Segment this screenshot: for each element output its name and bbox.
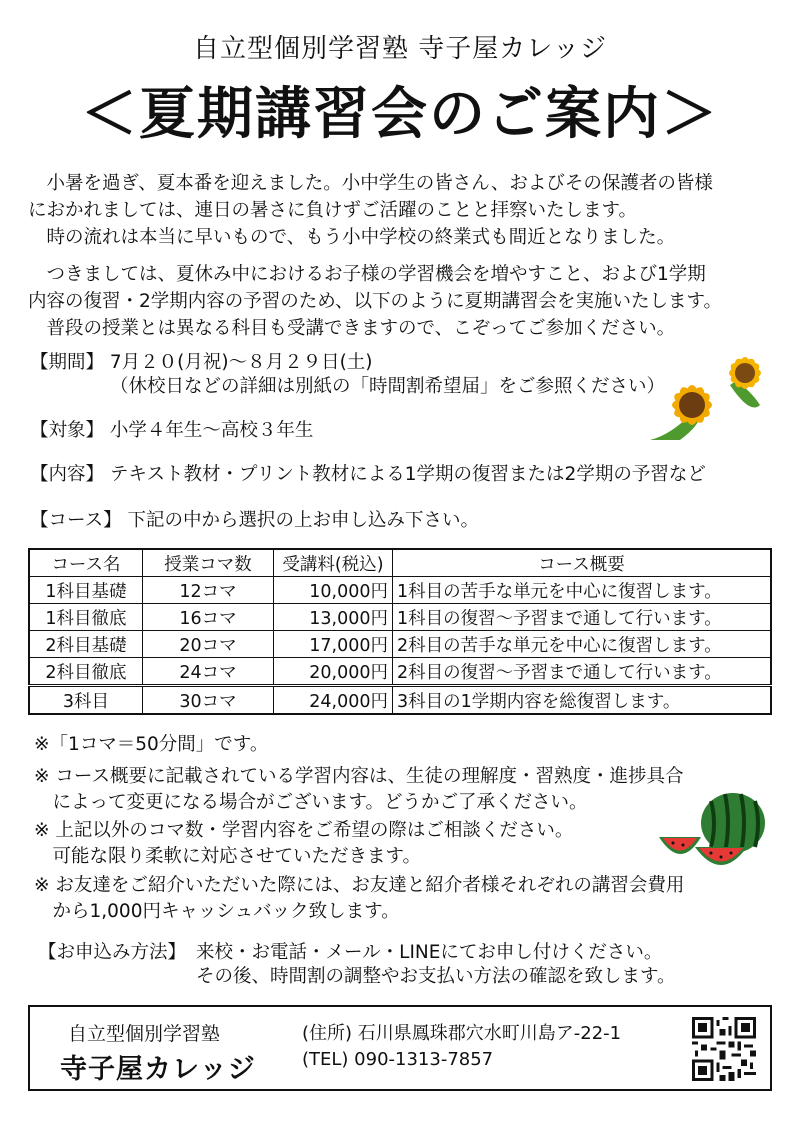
watermelon-icon	[655, 785, 770, 875]
apply-line-2: その後、時間割の調整やお支払い方法の確認を致します。	[196, 966, 676, 987]
intro-paragraph-1	[28, 170, 778, 251]
course-summary: 3科目の1学期内容を総復習します。	[393, 686, 772, 715]
note-line: ※「1コマ＝50分間」です。	[34, 734, 269, 755]
table-row	[29, 686, 771, 715]
course-fee: 24,000円	[274, 686, 393, 715]
course-fee: 17,000円	[274, 631, 393, 658]
page-title: ＜夏期講習会のご案内＞	[81, 82, 719, 147]
course-summary: 1科目の苦手な単元を中心に復習します。	[393, 577, 772, 604]
course-table	[28, 548, 772, 715]
footer-tel: (TEL) 090-1313-7857	[302, 1049, 494, 1070]
apply-line-1: 来校・お電話・メール・LINEにてお申し付けください。	[196, 942, 663, 963]
note-line: ※ 上記以外のコマ数・学習内容をご希望の際はご相談ください。	[34, 820, 574, 841]
table-row	[29, 604, 771, 631]
note-3	[34, 818, 734, 870]
footer-address: (住所) 石川県鳳珠郡穴水町川島ア-22-1	[302, 1023, 622, 1044]
content-text: 【内容】 テキスト教材・プリント教材による1学期の復習または2学期の予習など	[30, 464, 706, 485]
course-name: 2科目徹底	[29, 658, 143, 686]
footer-school-type: 自立型個別学習塾	[68, 1023, 221, 1045]
table-row	[29, 658, 771, 686]
note-line: ※ お友達をご紹介いただいた際には、お友達と紹介者様それぞれの講習会費用	[34, 875, 685, 896]
intro-line: 時の流れは本当に早いもので、もう小中学校の終業式も間近となりました。	[28, 227, 676, 248]
column-header: 授業コマ数	[143, 549, 274, 577]
contact-footer	[28, 1005, 772, 1091]
lesson-count: 16コマ	[143, 604, 274, 631]
column-header: コース概要	[393, 549, 772, 577]
intro-line: 内容の復習・2学期内容の予習のため、以下のように夏期講習会を実施いたします。	[28, 291, 723, 312]
course-fee: 20,000円	[274, 658, 393, 686]
table-header-row	[29, 549, 771, 577]
lesson-count: 30コマ	[143, 686, 274, 715]
lesson-count: 20コマ	[143, 631, 274, 658]
note-line: 可能な限り柔軟に対応させていただきます。	[34, 846, 422, 867]
course-name: 3科目	[29, 686, 143, 715]
course-name: 2科目基礎	[29, 631, 143, 658]
note-line: ※ コース概要に記載されている学習内容は、生徒の理解度・習熟度・進捗具合	[34, 766, 684, 787]
lesson-count: 12コマ	[143, 577, 274, 604]
column-header: コース名	[29, 549, 143, 577]
intro-line: 小暑を過ぎ、夏本番を迎えました。小中学生の皆さん、およびその保護者の皆様	[28, 173, 713, 194]
lesson-count: 24コマ	[143, 658, 274, 686]
note-line: によって変更になる場合がございます。どうかご了承ください。	[34, 792, 588, 813]
table-row	[29, 631, 771, 658]
course-text: 【コース】 下記の中から選択の上お申し込み下さい。	[30, 510, 479, 531]
apply-label: 【お申込み方法】	[38, 942, 187, 963]
note-2	[34, 764, 734, 816]
course-name: 1科目徹底	[29, 604, 143, 631]
intro-paragraph-2	[28, 261, 778, 342]
target-text: 【対象】 小学４年生～高校３年生	[30, 420, 314, 441]
course-fee: 13,000円	[274, 604, 393, 631]
table-row	[29, 577, 771, 604]
intro-line: におかれましては、連日の暑さに負けずご活躍のことと拝察いたします。	[28, 200, 638, 221]
qr-code-icon	[692, 1017, 756, 1081]
period-note: （休校日などの詳細は別紙の「時間割希望届」をご参照ください）	[110, 376, 666, 397]
footer-school-name: 寺子屋カレッジ	[60, 1054, 256, 1085]
intro-line: 普段の授業とは異なる科目も受講できますので、こぞってご参加ください。	[28, 318, 676, 339]
note-line: から1,000円キャッシュバック致します。	[34, 901, 400, 922]
period-text: 【期間】 7月２０(月祝)～８月２９日(土)	[30, 352, 373, 373]
note-1	[34, 732, 734, 758]
course-name: 1科目基礎	[29, 577, 143, 604]
column-header: 受講料(税込)	[274, 549, 393, 577]
course-fee: 10,000円	[274, 577, 393, 604]
course-summary: 2科目の苦手な単元を中心に復習します。	[393, 631, 772, 658]
course-summary: 2科目の復習～予習まで通して行います。	[393, 658, 772, 686]
course-summary: 1科目の復習～予習まで通して行います。	[393, 604, 772, 631]
intro-line: つきましては、夏休み中におけるお子様の学習機会を増やすこと、および1学期	[28, 264, 706, 285]
school-subtitle: 自立型個別学習塾 寺子屋カレッジ	[192, 34, 607, 64]
sunflower-icon	[650, 345, 780, 445]
note-4	[34, 873, 734, 925]
